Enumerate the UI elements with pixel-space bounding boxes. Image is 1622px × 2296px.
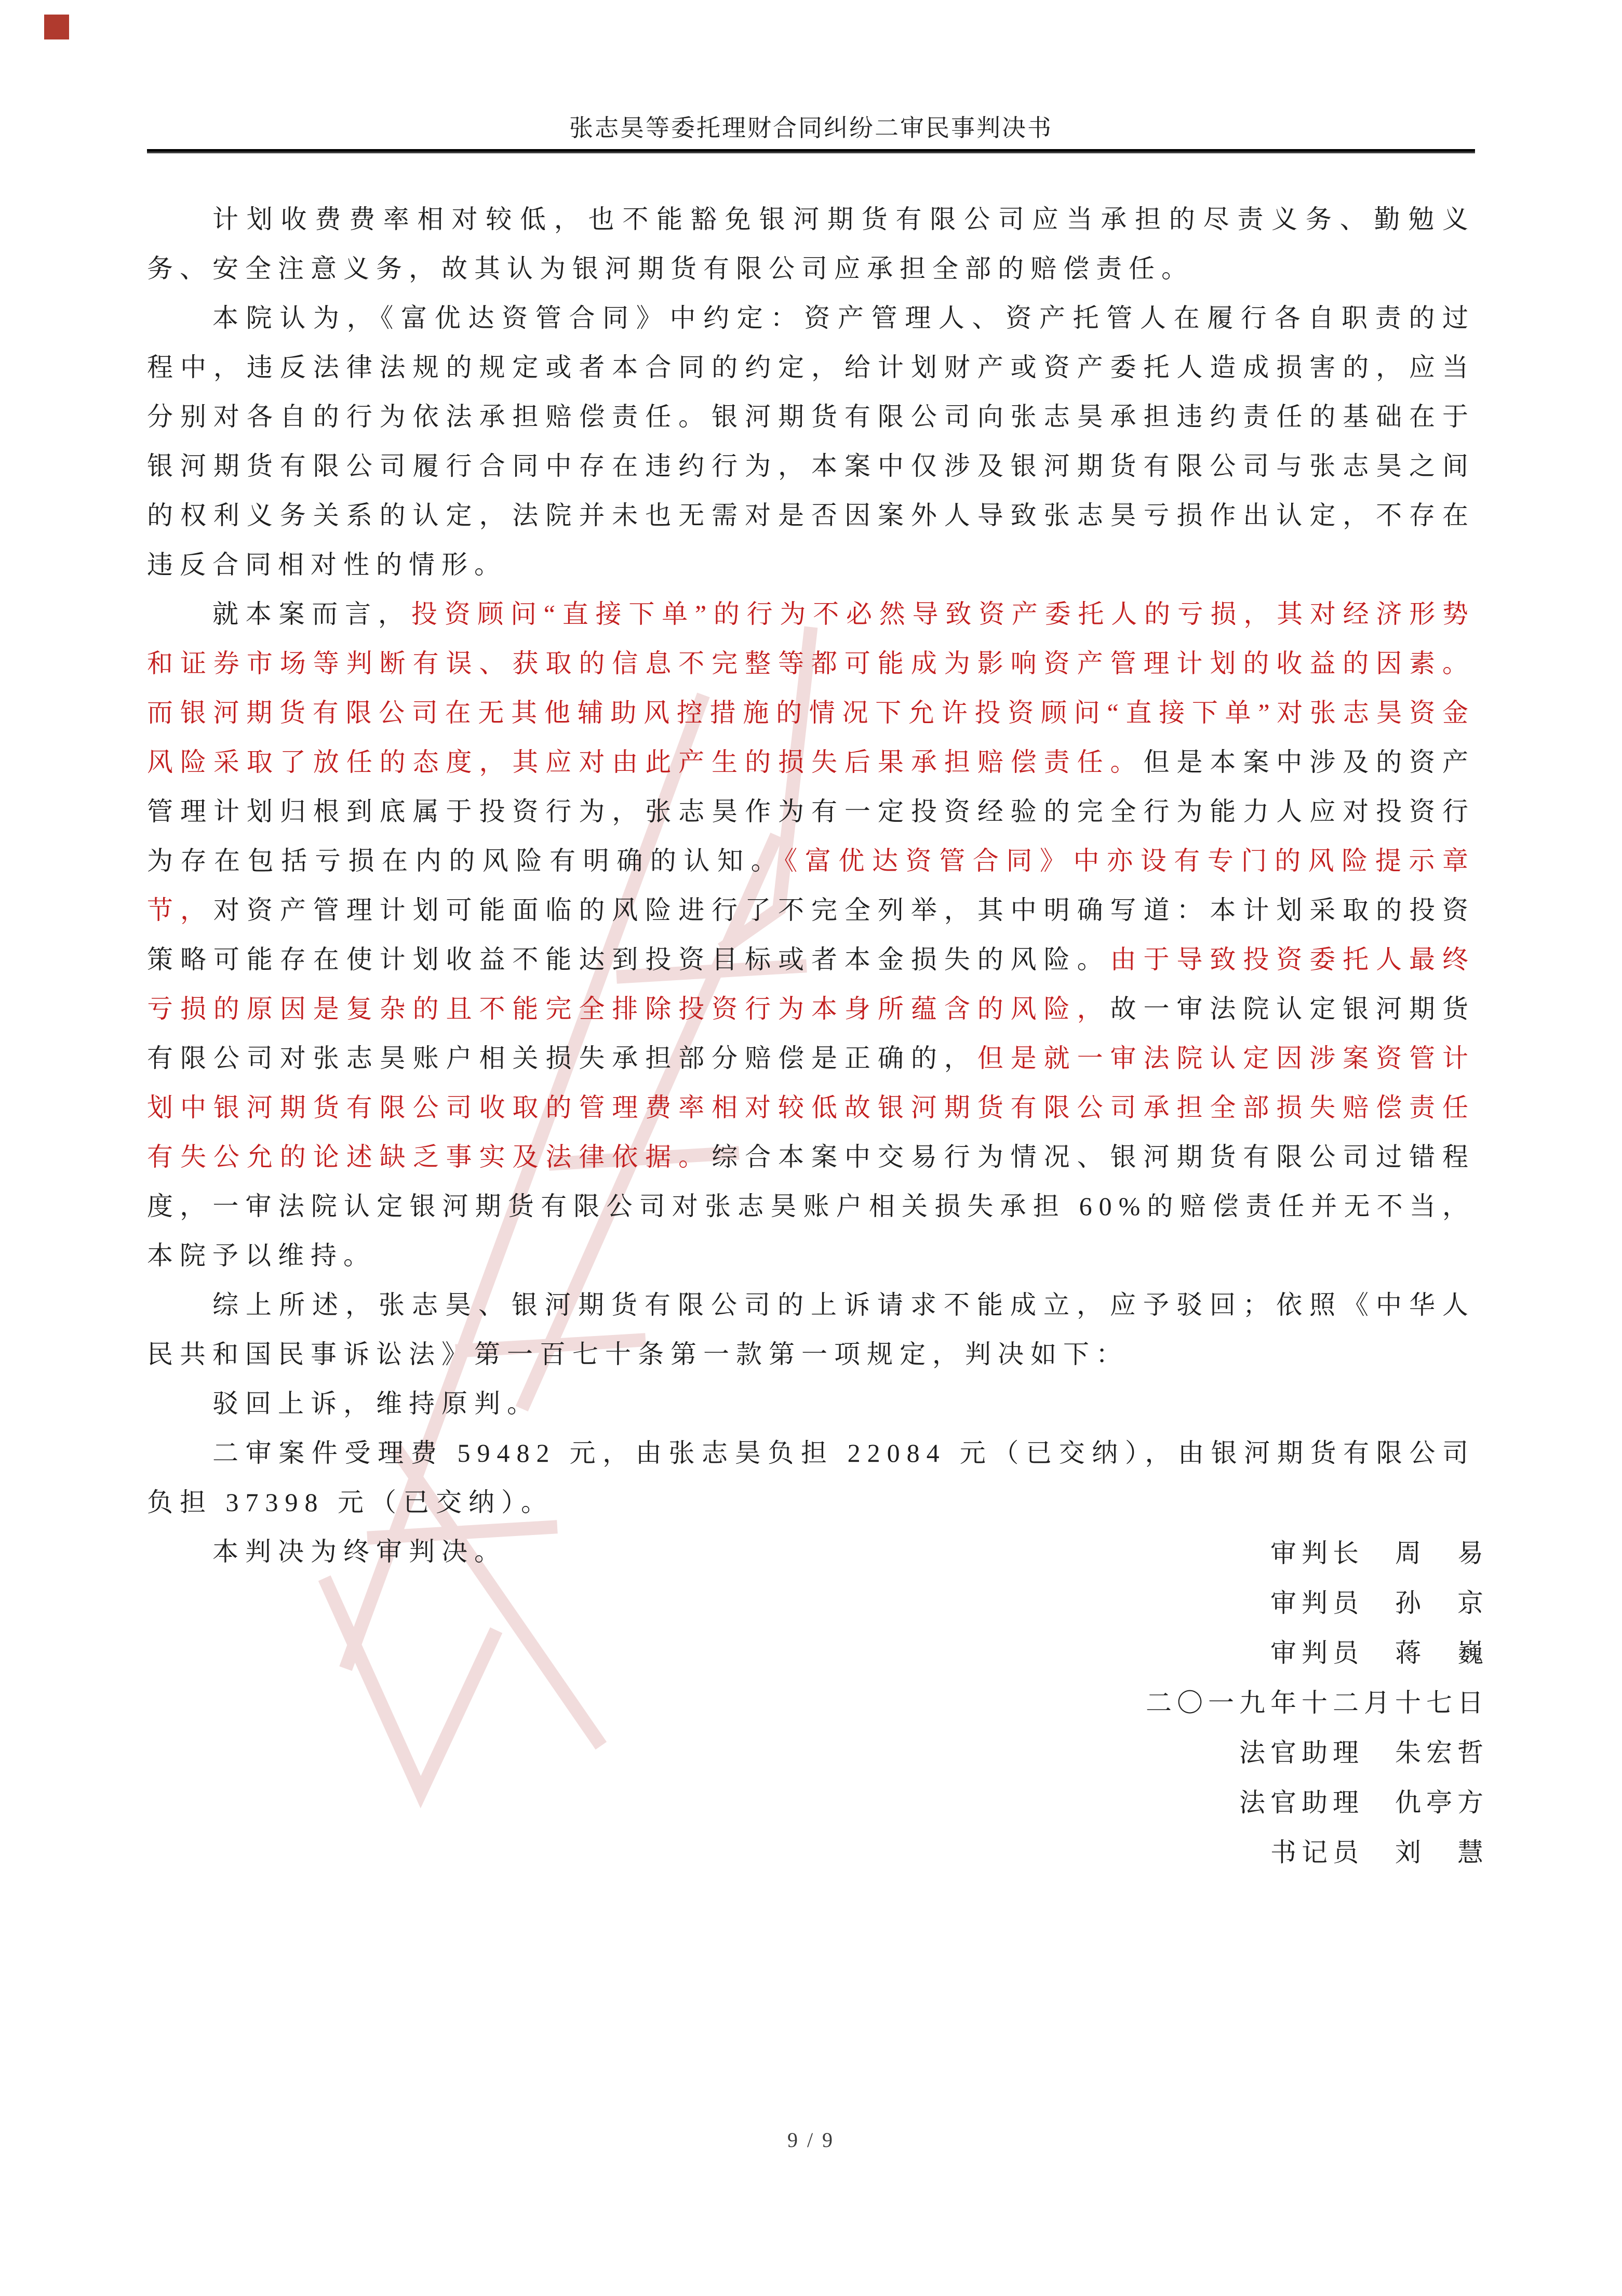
text-run: 计划收费费率相对较低，也不能豁免银河期货有限公司应当承担的尽责义务、勤勉义务、安全注意义务，故其认为银河期货有限公司应承担全部的赔偿责任。 xyxy=(147,205,1475,283)
header-divider xyxy=(147,149,1475,153)
text-run: 对资产管理计划可能面临的风险进行了不完全列举，其中明确写道：本计划采取的投资策略可能存在使计划收益不能达到投资目标或者本金损失的风险。 xyxy=(147,896,1476,974)
text-run: 投资顾问“直接下单”的行为不必然导致资产委托人的亏损，其对经济形势和证券市场等判断有误、获取的信息不完整等都可能成为影响资产管理计划的收益的因素。而银河期货有限公司在无其他辅助风控措施的情况下允许投资顾问“直接下单”对张志昊资金风险采取了放任的态度，其应对由此产生的损失后果承担赔偿责任。 xyxy=(147,599,1476,777)
signature-row: 法官助理 仇亭方 xyxy=(1239,1788,1489,1817)
judgment-paragraph xyxy=(147,1429,1475,1527)
page-number: 9 / 9 xyxy=(787,2128,835,2152)
signature-row: 审判长 周 易 xyxy=(1270,1539,1489,1568)
text-run: 但是就一审法院认定因涉案资管计划中银河期货有限公司收取的管理费率相对较低故银河期货有限公司承担全部损失赔偿责任有失公允的论述缺乏事实及法律依据。 xyxy=(147,1044,1476,1171)
text-run: 驳回上诉，维持原判。 xyxy=(212,1389,540,1418)
text-run: 由于导致投资委托人最终亏损的原因是复杂的且不能完全排除投资行为本身所蕴含的风险， xyxy=(147,945,1476,1023)
signature-row: 二〇一九年十二月十七日 xyxy=(1146,1688,1489,1717)
signature-block xyxy=(1146,1528,1489,1877)
page-title: 张志昊等委托理财合同纠纷二审民事判决书 xyxy=(569,115,1053,141)
text-run: 本院认为，《富优达资管合同》中约定：资产管理人、资产托管人在履行各自职责的过程中，违反法律法规的规定或者本合同的约定，给计划财产或资产委托人造成损害的，应当分别对各自的行为依法承担赔偿责任。银河期货有限公司向张志昊承担违约责任的基础在于银河期货有限公司履行合同中存在违约行为，本案中仅涉及银河期货有限公司与张志昊之间的权利义务关系的认定，法院并未也无需对是否因案外人导致张志昊亏损作出认定，不存在违反合同相对性的情形。 xyxy=(147,303,1475,579)
judgment-paragraph xyxy=(147,1379,1475,1429)
judgment-paragraph xyxy=(147,293,1475,590)
judgment-body xyxy=(147,195,1475,1577)
text-run: 《富优达资管合同》中亦设有专门的风险提示章节， xyxy=(147,846,1476,925)
text-run: 但是本案中涉及的资产管理计划归根到底属于投资行为，张志昊作为有一定投资经验的完全行为能力人应对投资行为存在包括亏损在内的风险有明确的认知。 xyxy=(147,747,1476,875)
judgment-paragraph xyxy=(147,1280,1475,1379)
text-run: 本判决为终审判决。 xyxy=(212,1537,507,1566)
signature-row: 法官助理 朱宏哲 xyxy=(1239,1738,1489,1767)
signature-row: 书记员 刘 慧 xyxy=(1270,1838,1489,1867)
signature-row: 审判员 孙 京 xyxy=(1270,1588,1489,1618)
signature-row: 审判员 蒋 巍 xyxy=(1270,1638,1489,1667)
text-run: 综合本案中交易行为情况、银河期货有限公司过错程度，一审法院认定银河期货有限公司对张志昊账户相关损失承担 60%的赔偿责任并无不当，本院予以维持。 xyxy=(147,1142,1476,1270)
text-run: 就本案而言， xyxy=(212,599,411,629)
judgment-paragraph xyxy=(147,195,1475,293)
text-run: 综上所述，张志昊、银河期货有限公司的上诉请求不能成立，应予驳回；依照《中华人民共和国民事诉讼法》第一百七十条第一款第一项规定，判决如下： xyxy=(147,1290,1475,1369)
judgment-paragraph xyxy=(147,590,1475,1280)
red-corner-mark xyxy=(44,15,69,39)
text-run: 二审案件受理费 59482 元，由张志昊负担 22084 元（已交纳），由银河期货有限公司负担 37398 元（已交纳）。 xyxy=(147,1438,1475,1517)
text-run: 故一审法院认定银河期货有限公司对张志昊账户相关损失承担部分赔偿是正确的， xyxy=(147,994,1476,1073)
